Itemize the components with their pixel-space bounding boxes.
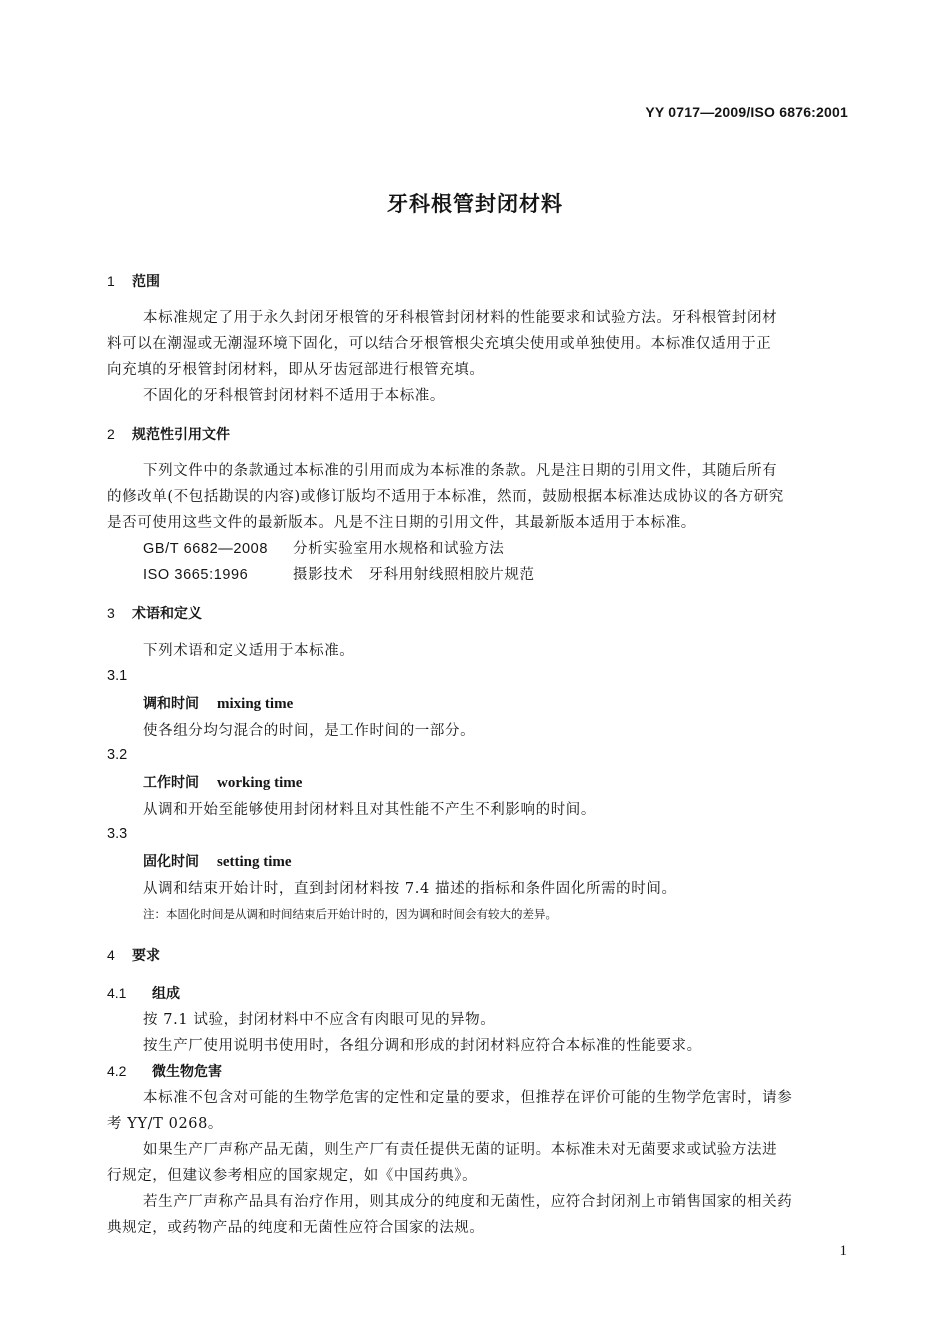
term-heading <box>143 693 293 713</box>
reference-item <box>143 537 504 558</box>
paragraph-line: 本标准规定了用于永久封闭牙根管的牙科根管封闭材料的性能要求和试验方法。牙科根管封闭材 <box>143 310 778 326</box>
reference-code: ISO 3665:1996 <box>143 567 249 583</box>
paragraph-line: 如果生产厂声称产品无菌，则生产厂有责任提供无菌的证明。本标准未对无菌要求或试验方法进 <box>143 1142 778 1158</box>
paragraph-line: 下列文件中的条款通过本标准的引用而成为本标准的条款。凡是注日期的引用文件，其随后所有 <box>143 463 778 479</box>
section-title: 规范性引用文件 <box>132 427 230 443</box>
section-number: 3 <box>107 605 115 621</box>
clause-number: 3.1 <box>107 668 128 684</box>
reference-item <box>143 563 535 584</box>
term-zh: 工作时间 <box>143 775 199 791</box>
section-title: 范围 <box>132 274 160 290</box>
paragraph-line: 本标准不包含对可能的生物学危害的定性和定量的要求，但推荐在评价可能的生物学危害时，请参 <box>143 1090 793 1106</box>
document-title: 牙科根管封闭材料 <box>387 192 563 216</box>
paragraph-line: 向充填的牙根管封闭材料，即从牙齿冠部进行根管充填。 <box>107 362 485 378</box>
subsection-title: 微生物危害 <box>152 1064 222 1080</box>
paragraph-line: 的修改单(不包括勘误的内容)或修订版均不适用于本标准，然而，鼓励根据本标准达成协议的各方研究 <box>107 489 784 505</box>
subsection-title: 组成 <box>152 986 180 1002</box>
paragraph-line: 行规定，但建议参考相应的国家规定，如《中国药典》。 <box>107 1168 478 1184</box>
paragraph-line: 不固化的牙科根管封闭材料不适用于本标准。 <box>143 388 445 404</box>
paragraph-line: 是否可使用这些文件的最新版本。凡是不注日期的引用文件，其最新版本适用于本标准。 <box>107 515 696 531</box>
section-title: 术语和定义 <box>132 606 202 622</box>
term-en: setting time <box>217 854 292 870</box>
term-en: working time <box>217 775 303 791</box>
reference-title: 分析实验室用水规格和试验方法 <box>293 541 505 557</box>
term-definition: 从调和开始至能够使用封闭材料且对其性能不产生不利影响的时间。 <box>143 802 596 818</box>
term-heading <box>143 851 292 871</box>
reference-title: 摄影技术 牙科用射线照相胶片规范 <box>293 567 535 583</box>
term-heading <box>143 772 302 792</box>
reference-code: GB/T 6682—2008 <box>143 541 269 557</box>
section-number: 4 <box>107 947 115 963</box>
page-number: 1 <box>839 1243 847 1259</box>
standard-number: YY 0717—2009/ISO 6876:2001 <box>645 104 848 120</box>
section-2-heading <box>107 424 230 444</box>
subsection-4-2-heading <box>107 1061 222 1081</box>
paragraph-line: 典规定，或药物产品的纯度和无菌性应符合国家的法规。 <box>107 1220 485 1236</box>
subsection-number: 4.1 <box>107 985 127 1001</box>
section-4-heading <box>107 945 160 965</box>
section-title: 要求 <box>132 948 160 964</box>
paragraph-line: 料可以在潮湿或无潮湿环境下固化，可以结合牙根管根尖充填尖使用或单独使用。本标准仅适用于正 <box>107 336 772 352</box>
subsection-number: 4.2 <box>107 1063 127 1079</box>
paragraph-line: 按生产厂使用说明书使用时，各组分调和形成的封闭材料应符合本标准的性能要求。 <box>143 1038 702 1054</box>
clause-number: 3.3 <box>107 826 128 842</box>
term-en: mixing time <box>217 696 294 712</box>
section-number: 2 <box>107 426 115 442</box>
subsection-4-1-heading <box>107 983 180 1003</box>
paragraph-line: 考 YY/T 0268。 <box>107 1116 224 1132</box>
term-zh: 调和时间 <box>143 696 199 712</box>
paragraph-line: 按 7.1 试验，封闭材料中不应含有肉眼可见的异物。 <box>143 1012 496 1028</box>
term-zh: 固化时间 <box>143 854 199 870</box>
paragraph-line: 下列术语和定义适用于本标准。 <box>143 643 355 659</box>
term-definition: 从调和结束开始计时，直到封闭材料按 7.4 描述的指标和条件固化所需的时间。 <box>143 881 677 897</box>
clause-number: 3.2 <box>107 747 128 763</box>
term-definition: 使各组分均匀混合的时间，是工作时间的一部分。 <box>143 723 476 739</box>
section-1-heading <box>107 271 160 291</box>
paragraph-line: 若生产厂声称产品具有治疗作用，则其成分的纯度和无菌性，应符合封闭剂上市销售国家的相关药 <box>143 1194 793 1210</box>
section-number: 1 <box>107 273 115 289</box>
section-3-heading <box>107 603 202 623</box>
note: 注：本固化时间是从调和时间结束后开始计时的，因为调和时间会有较大的差异。 <box>143 907 557 921</box>
